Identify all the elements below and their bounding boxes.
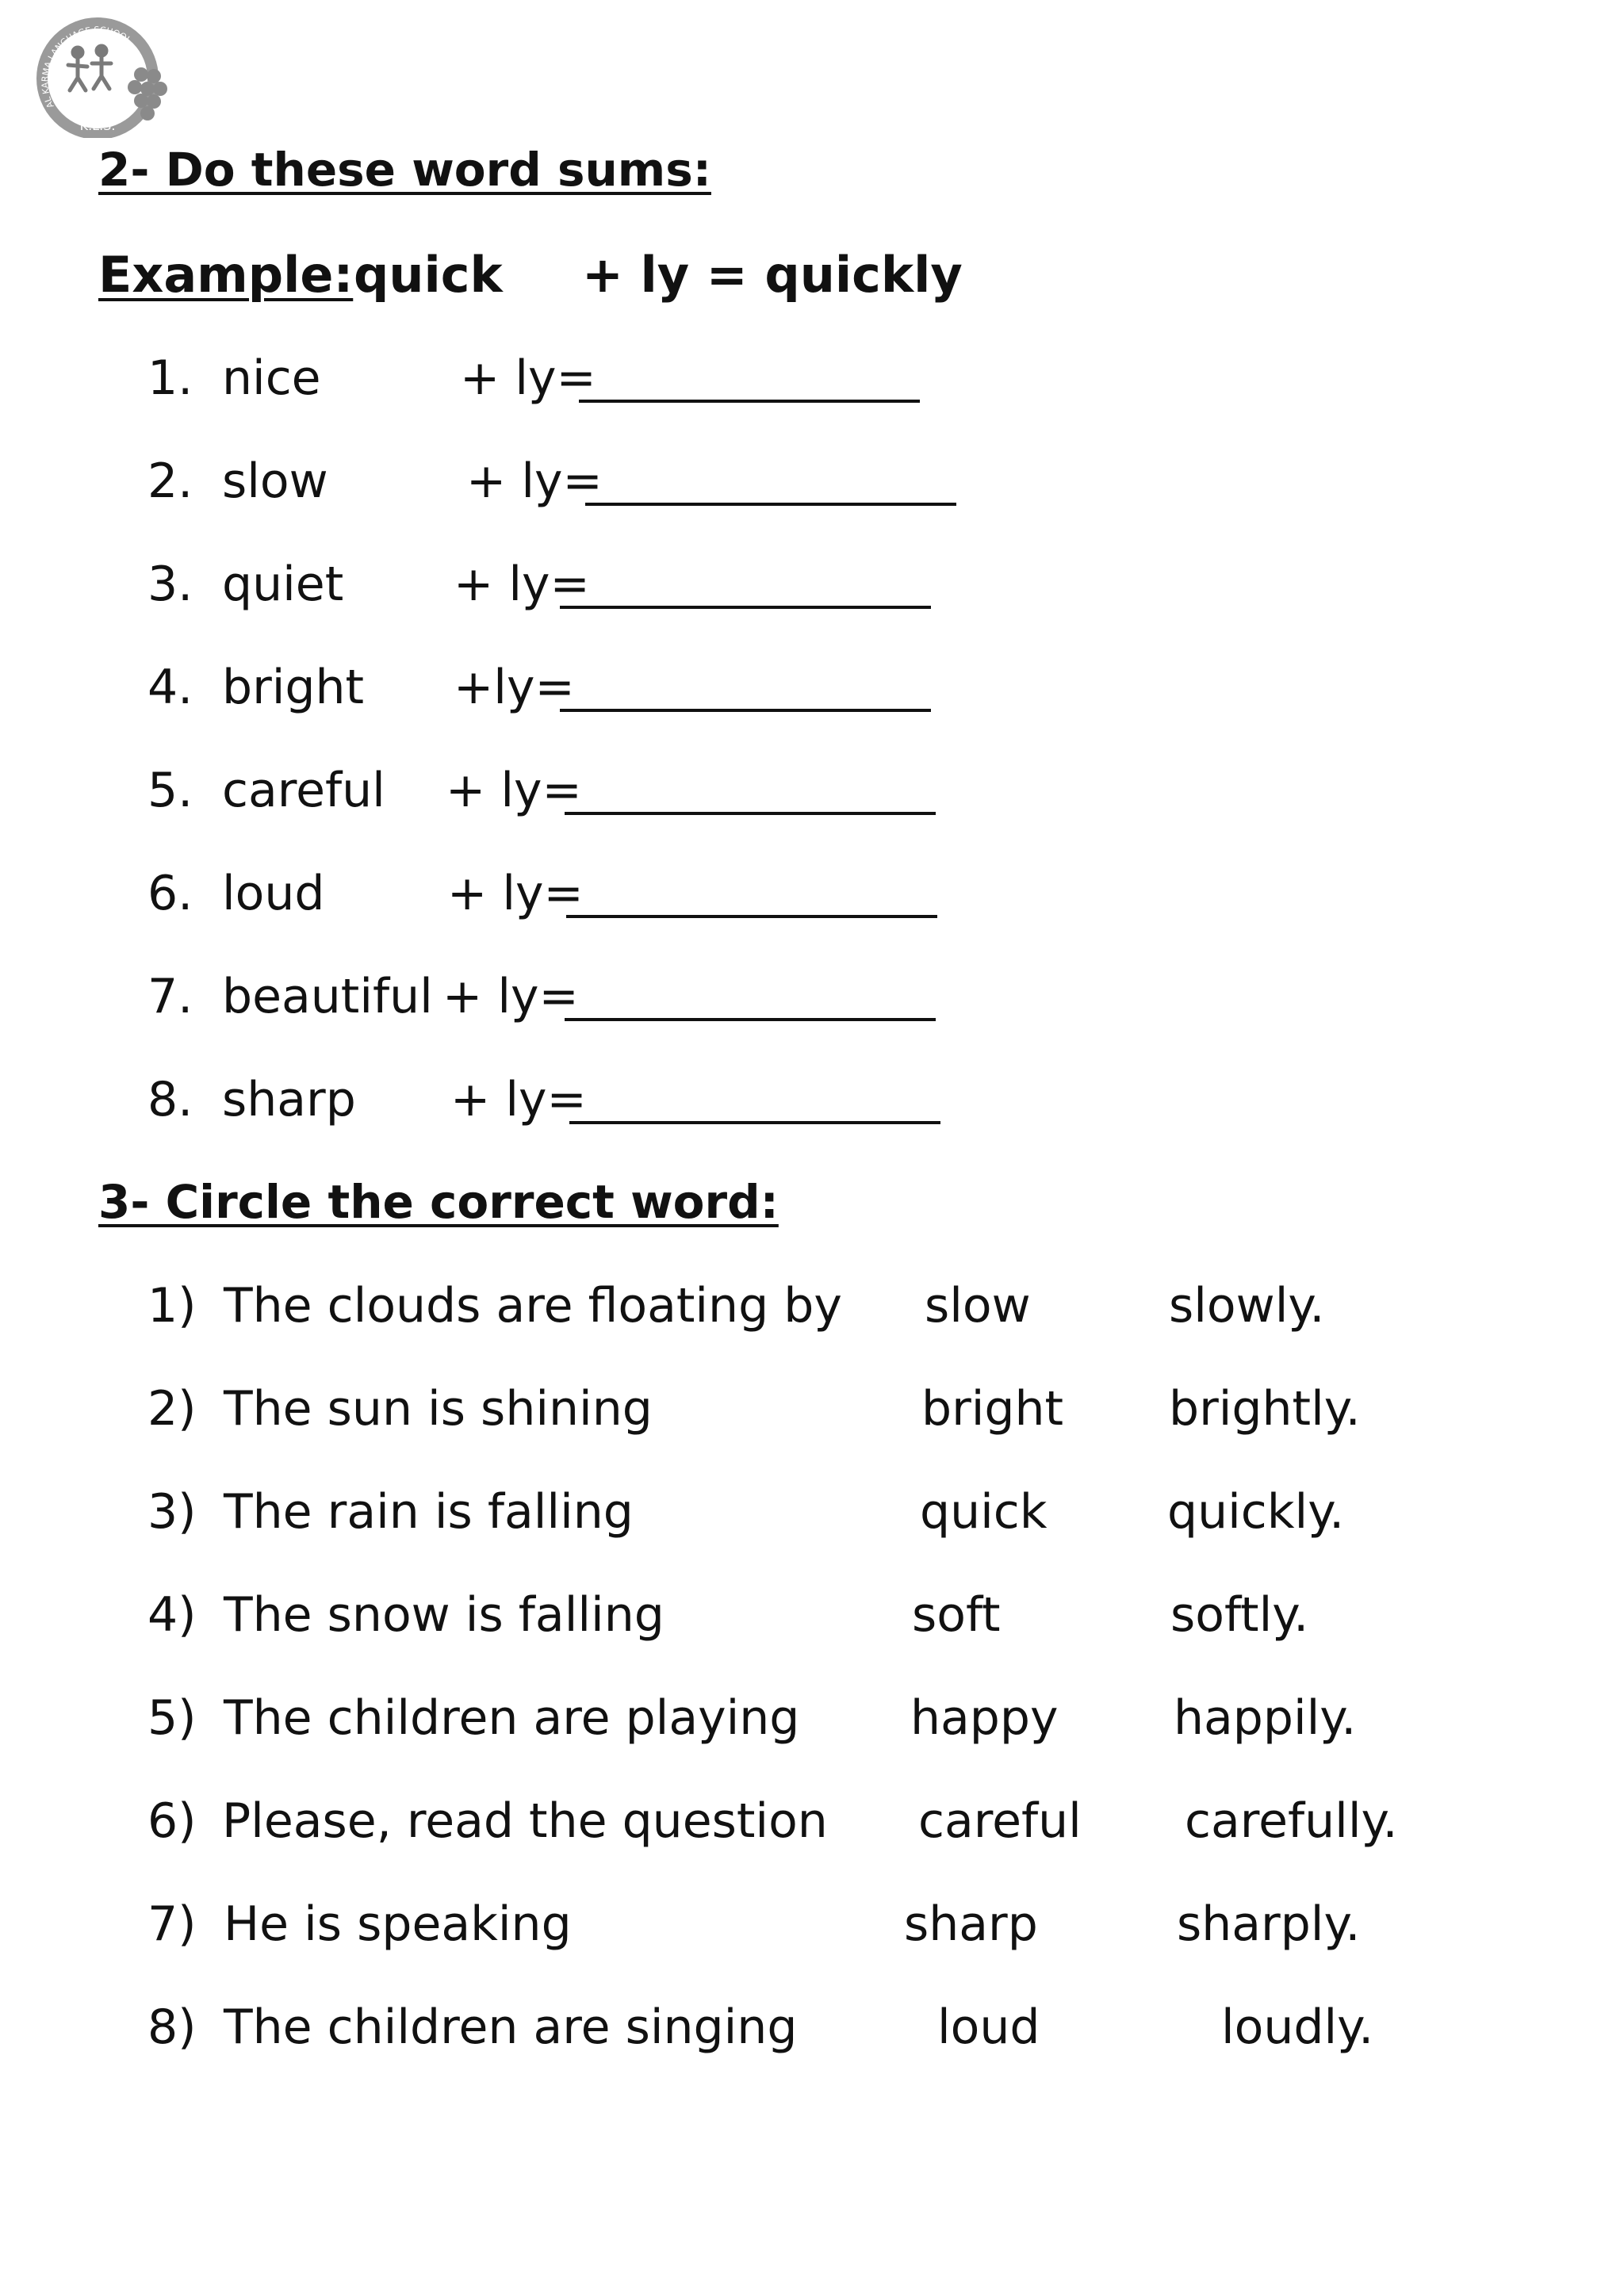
question-number: 3) bbox=[147, 1484, 197, 1540]
question-number: 5) bbox=[147, 1690, 197, 1746]
question-sentence: The sun is shining bbox=[224, 1381, 653, 1437]
option-adverb[interactable]: carefully. bbox=[1185, 1793, 1398, 1849]
word-sum-suffix: + ly= bbox=[447, 866, 584, 921]
word-sum-number: 3. bbox=[147, 557, 193, 612]
answer-blank[interactable] bbox=[585, 503, 956, 506]
question-number: 1) bbox=[147, 1278, 197, 1334]
word-sum-word: careful bbox=[222, 763, 385, 818]
option-adverb[interactable]: quickly. bbox=[1167, 1484, 1345, 1540]
logo-arc-text: AL KARMA LANGUAGE SCHOOL bbox=[40, 25, 133, 110]
word-sum-word: quiet bbox=[222, 557, 344, 612]
word-sum-suffix: + ly= bbox=[454, 557, 590, 612]
school-logo bbox=[22, 11, 173, 138]
question-number: 6) bbox=[147, 1793, 197, 1849]
option-adverb[interactable]: sharply. bbox=[1177, 1896, 1361, 1952]
word-sum-suffix: + ly= bbox=[460, 350, 596, 406]
question-number: 2) bbox=[147, 1381, 197, 1437]
question-sentence: The snow is falling bbox=[224, 1587, 665, 1643]
option-adjective[interactable]: sharp bbox=[904, 1896, 1038, 1952]
option-adverb[interactable]: loudly. bbox=[1221, 1999, 1374, 2055]
option-adjective[interactable]: bright bbox=[921, 1381, 1064, 1437]
word-sum-word: beautiful bbox=[222, 969, 433, 1024]
word-sum-number: 6. bbox=[147, 866, 193, 921]
word-sum-suffix: + ly= bbox=[450, 1072, 587, 1127]
option-adjective[interactable]: soft bbox=[912, 1587, 1001, 1643]
answer-blank[interactable] bbox=[565, 1018, 936, 1021]
question-sentence: The rain is falling bbox=[224, 1484, 634, 1540]
option-adverb[interactable]: slowly. bbox=[1169, 1278, 1325, 1334]
option-adjective[interactable]: loud bbox=[937, 1999, 1040, 2055]
option-adjective[interactable]: slow bbox=[925, 1278, 1031, 1334]
word-sum-word: loud bbox=[222, 866, 325, 921]
answer-blank[interactable] bbox=[560, 709, 931, 712]
answer-blank[interactable] bbox=[579, 400, 920, 403]
question-sentence: Please, read the question bbox=[222, 1793, 828, 1849]
section-2-heading: 2- Do these word sums: bbox=[98, 143, 711, 197]
word-sum-number: 7. bbox=[147, 969, 193, 1024]
answer-blank[interactable] bbox=[566, 915, 937, 918]
option-adverb[interactable]: happily. bbox=[1174, 1690, 1357, 1746]
question-number: 8) bbox=[147, 1999, 197, 2055]
section-3-heading: 3- Circle the correct word: bbox=[98, 1175, 779, 1229]
question-sentence: The clouds are floating by bbox=[224, 1278, 842, 1334]
answer-blank[interactable] bbox=[569, 1121, 940, 1124]
word-sum-number: 2. bbox=[147, 453, 193, 509]
option-adjective[interactable]: happy bbox=[910, 1690, 1059, 1746]
word-sum-number: 5. bbox=[147, 763, 193, 818]
question-number: 7) bbox=[147, 1896, 197, 1952]
question-number: 4) bbox=[147, 1587, 197, 1643]
word-sum-suffix: + ly= bbox=[466, 453, 603, 509]
word-sum-word: slow bbox=[222, 453, 328, 509]
option-adverb[interactable]: brightly. bbox=[1169, 1381, 1361, 1437]
example-label: Example: bbox=[98, 246, 354, 304]
example-equation: + ly = quickly bbox=[582, 246, 963, 304]
word-sum-number: 1. bbox=[147, 350, 193, 406]
answer-blank[interactable] bbox=[565, 812, 936, 815]
word-sum-suffix: + ly= bbox=[442, 969, 579, 1024]
option-adjective[interactable]: quick bbox=[920, 1484, 1048, 1540]
answer-blank[interactable] bbox=[560, 606, 931, 609]
word-sum-word: nice bbox=[222, 350, 321, 406]
option-adverb[interactable]: softly. bbox=[1170, 1587, 1309, 1643]
question-sentence: He is speaking bbox=[224, 1896, 572, 1952]
word-sum-number: 4. bbox=[147, 660, 193, 715]
word-sum-suffix: +ly= bbox=[454, 660, 575, 715]
word-sum-number: 8. bbox=[147, 1072, 193, 1127]
question-sentence: The children are singing bbox=[224, 1999, 798, 2055]
option-adjective[interactable]: careful bbox=[918, 1793, 1082, 1849]
word-sum-word: bright bbox=[222, 660, 365, 715]
logo-initials: K.L.S. bbox=[79, 118, 116, 133]
word-sum-suffix: + ly= bbox=[446, 763, 582, 818]
example-word: quick bbox=[354, 246, 503, 304]
word-sum-word: sharp bbox=[222, 1072, 356, 1127]
question-sentence: The children are playing bbox=[224, 1690, 800, 1746]
